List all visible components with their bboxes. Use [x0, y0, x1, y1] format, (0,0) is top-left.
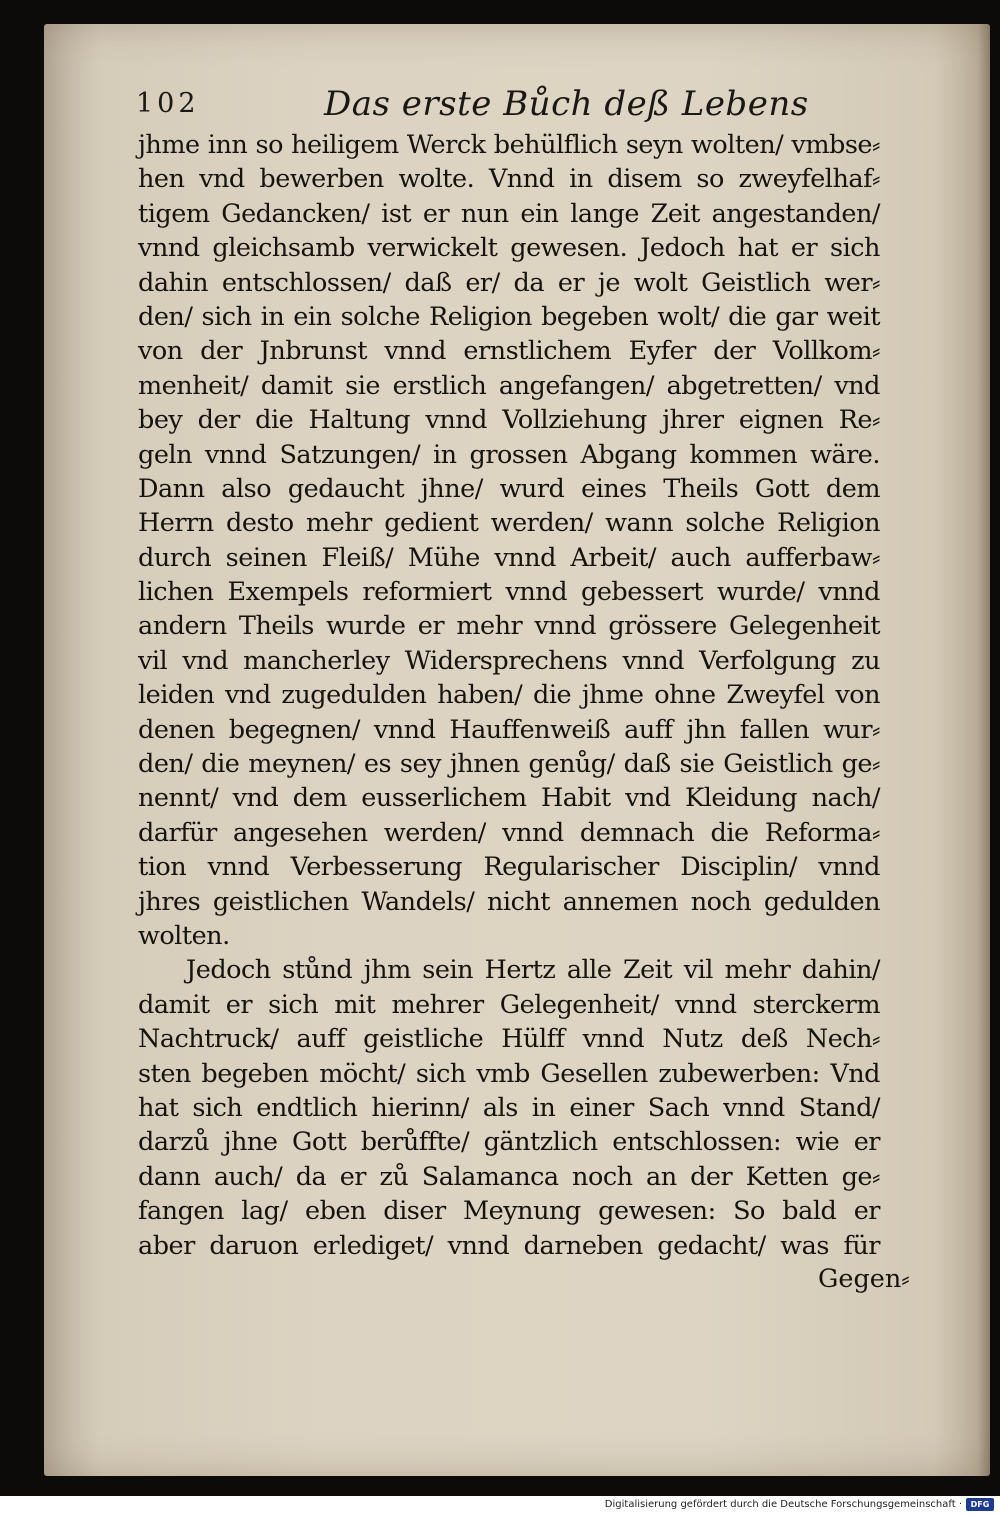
text-line: bey der die Haltung vnnd Vollziehung jhrer eignen Re⸗ — [138, 405, 880, 436]
dfg-logo: DFG — [966, 1498, 994, 1511]
text-line: fangen lag/ eben diser Meynung gewesen: So bald er — [138, 1196, 880, 1227]
text-line: jhres geistlichen Wandels/ nicht annemen noch gedulden — [138, 886, 880, 917]
text-line: andern Theils wurde er mehr vnnd grössere Gelegenheit — [138, 611, 880, 642]
text-line: durch seinen Fleiß/ Mühe vnnd Arbeit/ auch aufferbaw⸗ — [138, 542, 880, 573]
text-line: Herrn desto mehr gedient werden/ wann solche Religion — [138, 508, 880, 539]
text-line: von der Jnbrunst vnnd ernstlichem Eyfer der Vollkom⸗ — [138, 336, 880, 367]
text-line: den/ sich in ein solche Religion begeben wolt/ die gar weit — [138, 301, 880, 332]
text-line: dann auch/ da er zů Salamanca noch an der Ketten ge⸗ — [138, 1161, 880, 1192]
text-line: vnnd gleichsamb verwickelt gewesen. Jedoch hat er sich — [138, 233, 880, 264]
text-line: den/ die meynen/ es sey jhnen genůg/ daß sie Geistlich ge⸗ — [138, 749, 880, 780]
text-line: geln vnnd Satzungen/ in grossen Abgang kommen wäre. — [138, 439, 880, 470]
text-line: damit er sich mit mehrer Gelegenheit/ vnnd sterckerm — [138, 989, 880, 1020]
text-line: nennt/ vnd dem eusserlichem Habit vnd Kleidung nach/ — [138, 783, 880, 814]
text-line: aber daruon erlediget/ vnnd darneben gedacht/ was für — [138, 1230, 880, 1261]
page-edge-shadow — [978, 24, 990, 1476]
text-line: menheit/ damit sie erstlich angefangen/ abgetretten/ vnd — [138, 370, 880, 401]
text-line: leiden vnd zugedulden haben/ die jhme ohne Zweyfel von — [138, 680, 880, 711]
text-line: Dann also gedaucht jhne/ wurd eines Theils Gott dem — [138, 473, 880, 504]
text-line: tigem Gedancken/ ist er nun ein lange Zeit angestanden/ — [138, 198, 880, 229]
text-line: darfür angesehen werden/ vnnd demnach die Reforma⸗ — [138, 817, 880, 848]
text-line: Jedoch stůnd jhm sein Hertz alle Zeit vil mehr dahin/ — [186, 955, 880, 986]
funding-note: Digitalisierung gefördert durch die Deutsche Forschungsgemeinschaft · — [604, 1499, 962, 1510]
text-line: wolten. — [138, 920, 230, 951]
footer-bar — [0, 1496, 1000, 1515]
page-number: 102 — [136, 88, 200, 119]
text-line: tion vnnd Verbesserung Regularischer Disciplin/ vnnd — [138, 852, 880, 883]
text-line: hen vnd bewerben wolte. Vnnd in disem so zweyfelhaf⸗ — [138, 164, 880, 195]
text-line: denen begegnen/ vnnd Hauffenweiß auff jhn fallen wur⸗ — [138, 714, 880, 745]
text-line: lichen Exempels reformiert vnnd gebessert wurde/ vnnd — [138, 577, 880, 608]
running-head: Das erste Bůch deß Lebens — [324, 84, 809, 124]
text-line: sten begeben möcht/ sich vmb Gesellen zubewerben: Vnd — [138, 1058, 880, 1089]
text-line: dahin entschlossen/ daß er/ da er je wolt Geistlich wer⸗ — [138, 267, 880, 298]
text-line: darzů jhne Gott berůffte/ gäntzlich entschlossen: wie er — [138, 1127, 880, 1158]
body-text — [138, 128, 880, 1263]
text-line: Nachtruck/ auff geistliche Hülff vnnd Nutz deß Nech⸗ — [138, 1024, 880, 1055]
text-line: hat sich endtlich hierinn/ als in einer Sach vnnd Stand/ — [138, 1092, 880, 1123]
text-line: jhme inn so heiligem Werck behülflich seyn wolten/ vmbse⸗ — [138, 130, 880, 160]
text-line: vil vnd mancherley Widersprechens vnnd Verfolgung zu — [138, 645, 880, 676]
catchword: Gegen⸗ — [818, 1264, 910, 1294]
